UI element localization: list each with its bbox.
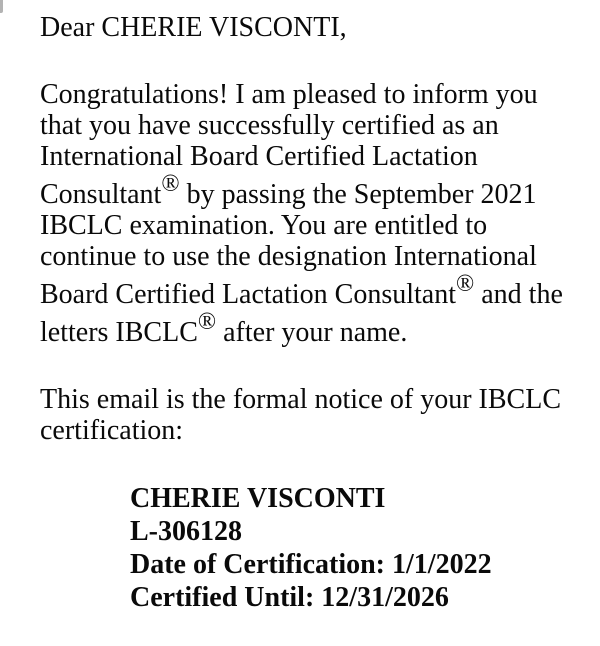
text-segment: and the xyxy=(474,279,563,310)
certification-details-block xyxy=(130,482,580,614)
text-segment: letters IBCLC xyxy=(40,317,198,348)
registered-trademark-icon: ® xyxy=(197,309,217,335)
text-line xyxy=(40,172,580,210)
salutation xyxy=(40,12,580,43)
certification-id: L-306128 xyxy=(130,516,242,547)
formal-notice-paragraph xyxy=(40,384,580,446)
text-line: This email is the formal notice of your IBCLC xyxy=(40,384,562,415)
text-line: IBCLC examination. You are entitled to xyxy=(40,210,488,241)
text-segment: by passing the September 2021 xyxy=(179,179,537,210)
text-segment: Consultant xyxy=(40,179,162,210)
registered-trademark-icon: ® xyxy=(456,271,475,297)
text-line: certification: xyxy=(40,415,184,446)
text-line: International Board Certified Lactation xyxy=(40,141,478,172)
congratulations-paragraph xyxy=(40,79,580,348)
registered-trademark-icon: ® xyxy=(161,171,180,197)
scan-artifact-mark xyxy=(0,0,3,13)
salutation-text: Dear CHERIE VISCONTI, xyxy=(40,12,347,43)
text-line: Congratulations! I am pleased to inform you xyxy=(40,79,538,110)
certification-date: Date of Certification: 1/1/2022 xyxy=(130,549,492,580)
text-line: that you have successfully certified as an xyxy=(40,110,499,141)
text-line xyxy=(40,272,580,310)
certified-until-date: Certified Until: 12/31/2026 xyxy=(130,582,449,613)
text-line xyxy=(40,310,580,348)
certified-name: CHERIE VISCONTI xyxy=(130,483,386,514)
text-segment: Board Certified Lactation Consultant xyxy=(40,279,457,310)
text-segment: after your name. xyxy=(216,317,408,348)
text-line: continue to use the designation International xyxy=(40,241,537,272)
